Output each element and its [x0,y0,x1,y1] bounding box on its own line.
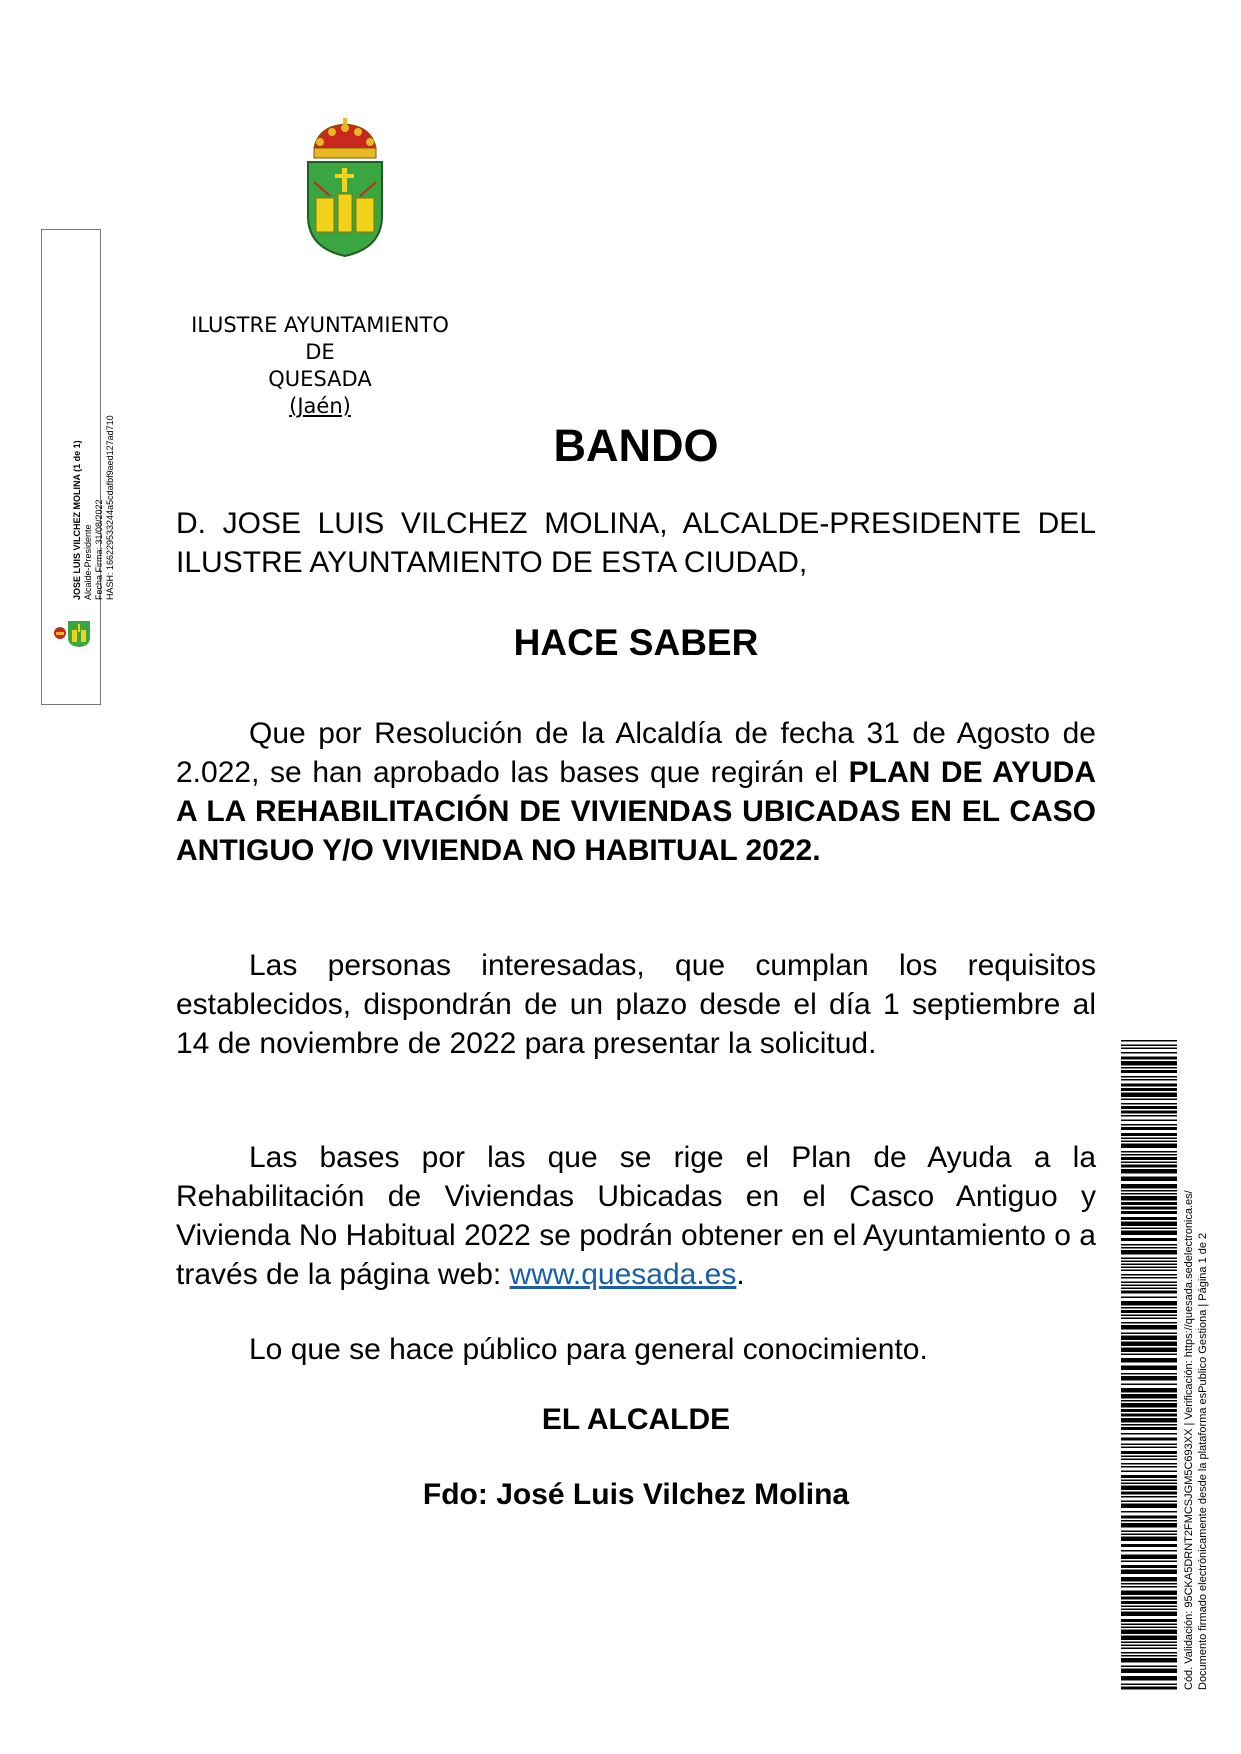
header-line-3: QUESADA [268,367,372,391]
paragraph-resolution-text: Que por Resolución de la Alcaldía de fecha 31 de Agosto de 2.022, se han aprobado las bases que regirán el [176,717,1096,789]
document-title: BANDO [553,420,719,471]
header-line-2: DE [305,340,335,364]
barcode-icon [1121,1040,1177,1690]
signature-line: Fdo: José Luis Vilchez Molina [422,1478,850,1511]
stamp-hash: HASH: 166229533244a5cdafbf9aed127ad710 [105,415,115,600]
signature-stamp [41,229,115,705]
plan-name: PLAN DE AYUDA A LA REHABILITACIÓN DE VIVIENDAS UBICADAS EN EL CASO ANTIGUO Y/O VIVIENDA NO HABITUAL 2022. [176,756,1097,867]
paragraph-resolution [176,714,1096,870]
validation-line-1: Cód. Validación: 95CKA5DRNT2FMCSJGM5C693XX | Verificación: https://quesada.sedelectronica.es/ [1183,1190,1195,1690]
closing-title: EL ALCALDE [541,1403,731,1436]
stamp-role: Alcalde-Presidente [83,524,93,600]
paragraph-bases-text: Las bases por las que se rige el Plan de Ayuda a la Rehabilitación de Viviendas Ubicadas en el Casco Antiguo y Vivienda No Habitual 2022 se podrán obtener en el Ayuntamiento o a través de la página web: [176,1141,1096,1291]
header-province: (Jaén) [289,394,351,418]
stamp-crest-icon [52,618,92,648]
website-link[interactable]: www.quesada.es [509,1258,737,1291]
validation-line-2: Documento firmado electrónicamente desde la plataforma esPublico Gestiona | Página 1 de 2 [1197,1232,1209,1690]
intro-paragraph: D. JOSE LUIS VILCHEZ MOLINA, ALCALDE-PRESIDENTE DEL ILUSTRE AYUNTAMIENTO DE ESTA CIUDAD, [176,507,1096,579]
paragraph-bases [176,1138,1096,1294]
quesada-coat-of-arms-icon [300,118,390,258]
paragraph-public: Lo que se hace público para general conocimiento. [249,1333,928,1366]
municipality-header [170,312,470,420]
hace-saber-heading: HACE SABER [513,622,759,663]
paragraph-deadline: Las personas interesadas, que cumplan los requisitos establecidos, dispondrán de un plazo desde el día 1 septiembre al 14 de noviembre de 2022 para presentar la solicitud. [176,949,1096,1060]
stamp-signer: JOSE LUIS VILCHEZ MOLINA (1 de 1) [72,440,82,600]
stamp-date: Fecha Firma: 31/08/2022 [94,499,104,600]
header-line-1: ILUSTRE AYUNTAMIENTO [191,313,449,337]
paragraph-bases-end: . [736,1258,745,1291]
